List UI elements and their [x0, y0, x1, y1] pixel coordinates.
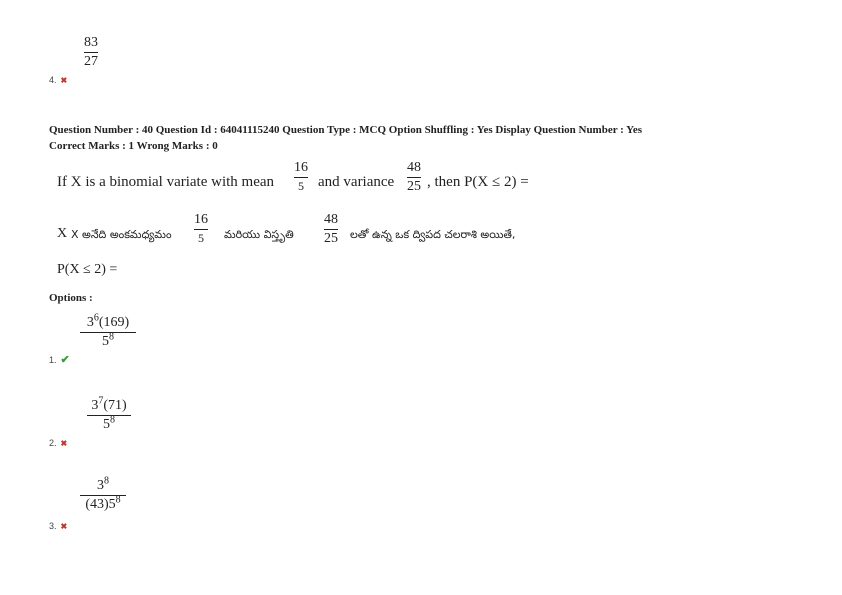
check-icon: ✔: [60, 354, 70, 366]
wrong-icon: ✖: [60, 522, 68, 531]
num-base: 3: [86, 315, 94, 330]
den-exponent: 8: [115, 494, 121, 506]
variance-numerator: 48: [407, 160, 421, 175]
num-exponent: 6: [93, 312, 99, 324]
option-3-denominator: [85, 494, 121, 512]
mean-denominator: 5: [298, 179, 304, 193]
fraction-bar: [80, 332, 136, 333]
option-2-number-row: [49, 433, 67, 451]
question-te-suffix: లతో ఉన్న ఒక ద్విపద చలరాశి అయితే,: [350, 228, 516, 241]
option-1-denominator: [102, 331, 114, 349]
den-exponent: 8: [109, 331, 114, 343]
num-base: 3: [97, 478, 104, 493]
variance-numerator: 48: [324, 212, 338, 227]
fraction-bar: [407, 177, 421, 178]
option-3-numerator: [97, 475, 109, 493]
question-en-suffix: , then P(X ≤ 2) =: [427, 174, 529, 190]
variance-denominator: 25: [407, 179, 421, 194]
num-base: 3: [91, 398, 99, 413]
question-en-prefix: If X is a binomial variate with mean: [57, 174, 275, 190]
question-te-line2: P(X ≤ 2) =: [57, 262, 118, 277]
question-te-variance-fraction: [324, 213, 338, 246]
question-te-mid: మరియు విస్తృతి: [224, 228, 294, 241]
option-2-denominator: [103, 414, 115, 432]
num-rest: (71): [103, 398, 127, 413]
den-prefix: (43): [85, 497, 109, 512]
fraction-bar: [194, 229, 208, 230]
question-en-mean-fraction: [294, 161, 308, 192]
mean-numerator: 16: [194, 212, 208, 227]
variance-denominator: 25: [324, 231, 338, 246]
option-1-numerator: [86, 312, 130, 330]
option-1-number-row: [49, 350, 70, 368]
mean-denominator: 5: [198, 231, 204, 245]
option-3-number-row: [49, 516, 67, 534]
option-2-number: 2.: [49, 438, 57, 448]
question-meta-line2: Correct Marks : 1 Wrong Marks : 0: [49, 140, 218, 152]
option-2-numerator: [91, 395, 127, 413]
fraction-bar: [294, 177, 308, 178]
fraction-bar: [87, 415, 131, 416]
option-3-fraction[interactable]: [80, 475, 126, 512]
options-label: Options :: [49, 292, 93, 304]
num-exponent: 8: [104, 475, 109, 487]
prev-option-fraction: [84, 36, 98, 69]
prev-option-number: 4.: [49, 75, 57, 85]
option-1-fraction[interactable]: [80, 312, 136, 349]
prev-option-denominator: 27: [84, 54, 98, 69]
question-en-variance-fraction: [407, 161, 421, 194]
mean-numerator: 16: [294, 160, 308, 175]
den-base: 5: [103, 417, 110, 432]
question-meta-line1: Question Number : 40 Question Id : 64041115240 Question Type : MCQ Option Shuffling : Yes Display Question Number : Yes: [49, 124, 643, 136]
den-base: 5: [108, 497, 116, 512]
question-te-var: X: [57, 226, 68, 241]
num-rest: (169): [98, 315, 130, 330]
option-1-number: 1.: [49, 355, 57, 365]
wrong-icon: ✖: [60, 439, 68, 448]
question-te-mean-fraction: [194, 213, 208, 244]
option-3-number: 3.: [49, 521, 57, 531]
prev-option-numerator: 83: [84, 35, 98, 50]
prev-option-number-row: [49, 70, 67, 88]
option-2-fraction[interactable]: [87, 395, 131, 432]
den-base: 5: [102, 334, 109, 349]
wrong-icon: ✖: [60, 76, 68, 85]
fraction-bar: [324, 229, 338, 230]
den-exponent: 8: [110, 414, 115, 426]
fraction-bar: [84, 52, 98, 53]
question-en-mid: and variance: [318, 174, 395, 190]
num-exponent: 7: [98, 395, 104, 407]
